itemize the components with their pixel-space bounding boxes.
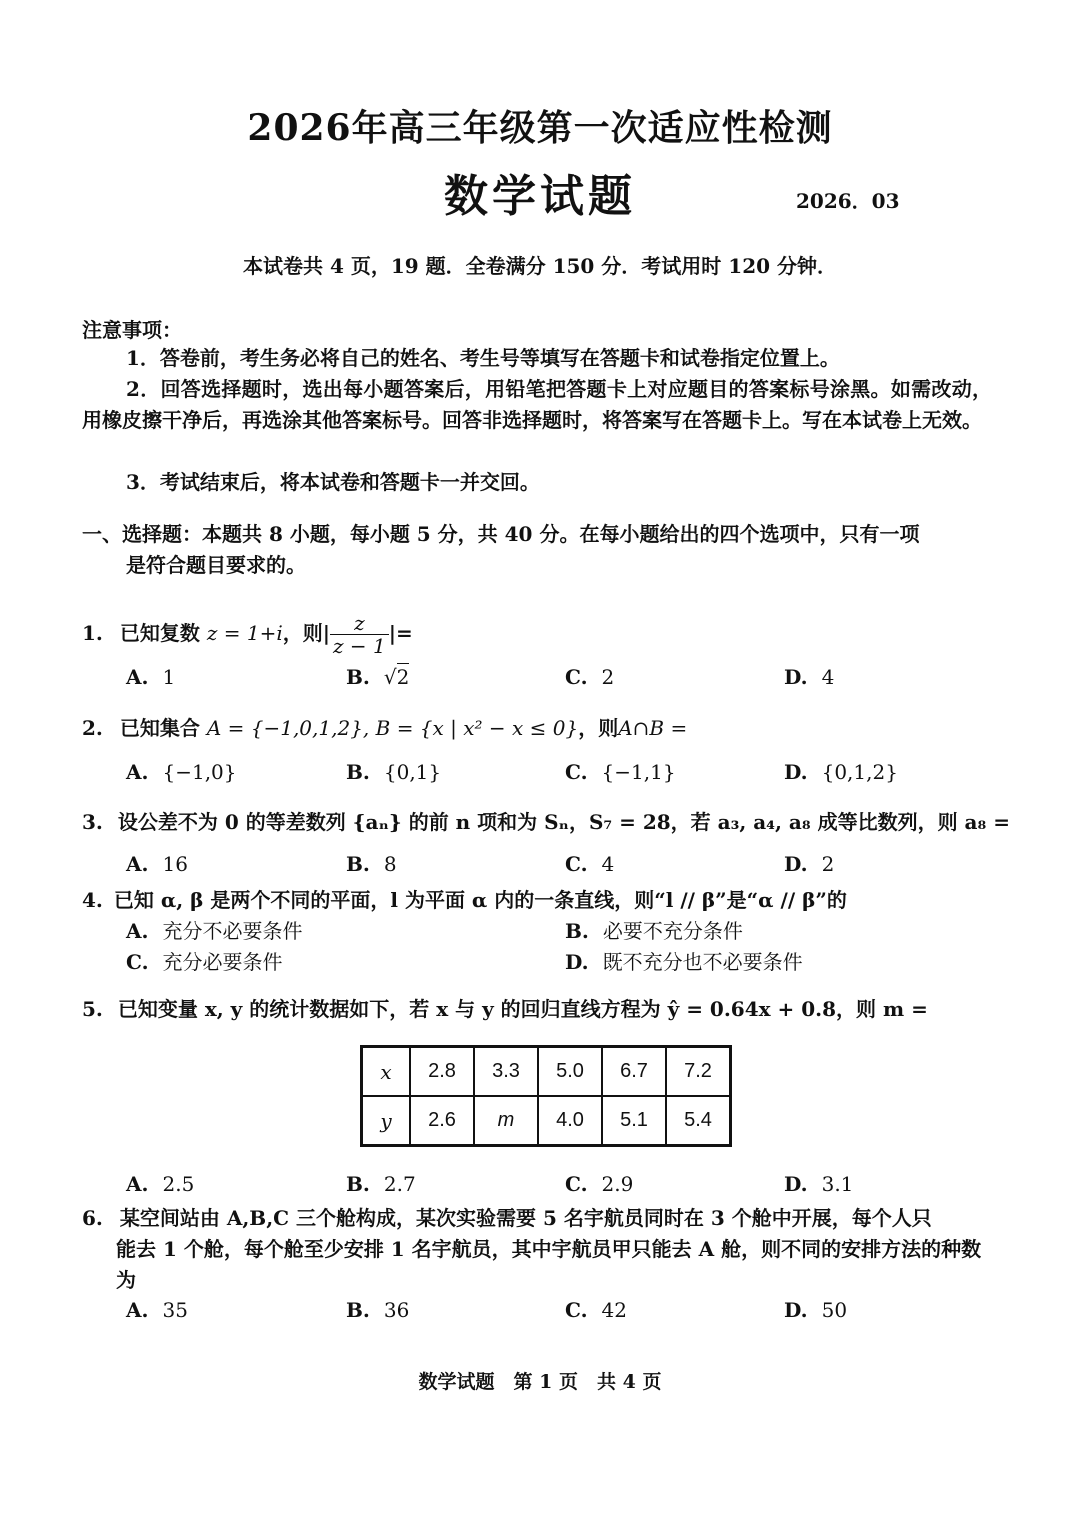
option-d[interactable]: D. {0,1,2}	[784, 760, 898, 784]
section-heading-cont: 是符合题目要求的。	[126, 553, 306, 577]
question-6	[82, 1203, 992, 1296]
table-cell: 2.6	[410, 1096, 474, 1146]
question-text: |=	[388, 621, 413, 645]
section-heading	[82, 519, 992, 581]
note-item: 1．答卷前，考生务必将自己的姓名、考生号等填写在答题卡和试卷指定位置上。	[126, 346, 840, 370]
table-cell: 5.1	[602, 1096, 666, 1146]
question-1	[82, 612, 413, 657]
question-text: 设公差不为 0 的等差数列 {aₙ} 的前 n 项和为 Sₙ，S₇ = 28，若 a₃, a₄, a₈ 成等比数列，则 a₈ =	[117, 810, 1010, 834]
option-d[interactable]: D. 既不充分也不必要条件	[565, 950, 803, 974]
option-c[interactable]: C. 4	[565, 852, 615, 876]
math-expr: z = 1+i	[206, 621, 283, 645]
notes-heading: 注意事项：	[82, 318, 182, 342]
table-cell: 2.8	[410, 1047, 474, 1097]
option-d[interactable]: D. 50	[784, 1298, 848, 1322]
question-2	[82, 712, 687, 741]
option-c[interactable]: C. 充分必要条件	[126, 950, 283, 974]
table-row	[362, 1047, 731, 1097]
math-expr: A∩B =	[618, 716, 688, 740]
question-number: 6.	[82, 1206, 103, 1230]
option-c[interactable]: C. 42	[565, 1298, 627, 1322]
option-b[interactable]: B. 36	[346, 1298, 410, 1322]
question-number: 4.	[82, 888, 103, 912]
question-text: 能去 1 个舱，每个舱至少安排 1 名宇航员，其中宇航员甲只能去 A 舱，则不同的安排方法的种数为	[116, 1237, 982, 1292]
note-item: 2．回答选择题时，选出每小题答案后，用铅笔把答题卡上对应题目的答案标号涂黑。如需改动，用橡皮擦干净后，再选涂其他答案标号。回答非选择题时，将答案写在答题卡上。写在本试卷上无效。	[82, 377, 992, 432]
note-item: 3．考试结束后，将本试卷和答题卡一并交回。	[126, 470, 540, 494]
option-b[interactable]: B. √2	[346, 665, 410, 689]
option-c[interactable]: C. 2	[565, 665, 615, 689]
exam-date: 2026．03	[796, 189, 900, 213]
option-d[interactable]: D. 4	[784, 665, 835, 689]
table-cell: y	[362, 1096, 411, 1146]
option-b[interactable]: B. 2.7	[346, 1172, 416, 1196]
question-4	[82, 884, 847, 913]
option-a[interactable]: A. 充分不必要条件	[126, 919, 303, 943]
frac-numerator: z	[330, 612, 389, 635]
table-cell: x	[362, 1047, 411, 1097]
option-b[interactable]: B. {0,1}	[346, 760, 442, 784]
option-b[interactable]: B. 8	[346, 852, 397, 876]
table-row	[362, 1096, 731, 1146]
option-a[interactable]: A. 1	[126, 665, 176, 689]
option-a[interactable]: A. 2.5	[126, 1172, 195, 1196]
sqrt-icon: √	[383, 665, 397, 689]
table-cell: 7.2	[666, 1047, 731, 1097]
question-text: 已知集合	[119, 716, 200, 740]
frac-denominator: z − 1	[333, 634, 386, 658]
option-d[interactable]: D. 2	[784, 852, 835, 876]
table-cell: m	[474, 1096, 538, 1146]
question-3	[82, 806, 1010, 835]
question-text: 已知变量 x, y 的统计数据如下，若 x 与 y 的回归直线方程为 ŷ = 0.64x + 0.8，则 m =	[117, 997, 928, 1021]
math-expr: A = {−1,0,1,2}, B = {x | x² − x ≤ 0}	[206, 716, 579, 740]
subject-title: 数学试题	[444, 171, 636, 222]
table-cell: 6.7	[602, 1047, 666, 1097]
exam-title: 2026年高三年级第一次适应性检测	[247, 107, 833, 149]
option-a[interactable]: A. {−1,0}	[126, 760, 237, 784]
question-text: 已知 α, β 是两个不同的平面，l 为平面 α 内的一条直线，则“l // β”是“α // β”的	[113, 888, 847, 912]
question-text: 某空间站由 A,B,C 三个舱构成，某次实验需要 5 名宇航员同时在 3 个舱中开展，每个人只	[119, 1206, 932, 1230]
fraction	[330, 612, 389, 657]
option-c[interactable]: C. {−1,1}	[565, 760, 676, 784]
question-number: 3.	[82, 810, 103, 834]
option-a[interactable]: A. 35	[126, 1298, 188, 1322]
data-table	[360, 1045, 732, 1147]
option-a[interactable]: A. 16	[126, 852, 188, 876]
question-number: 5.	[82, 997, 103, 1021]
question-text: ，则	[578, 716, 619, 740]
option-d[interactable]: D. 3.1	[784, 1172, 854, 1196]
table-cell: 3.3	[474, 1047, 538, 1097]
table-cell: 5.4	[666, 1096, 731, 1146]
question-text: 已知复数	[119, 621, 200, 645]
table-cell: 4.0	[538, 1096, 602, 1146]
page-footer: 数学试题 第 1 页 共 4 页	[418, 1371, 662, 1393]
question-number: 2.	[82, 716, 103, 740]
option-c[interactable]: C. 2.9	[565, 1172, 634, 1196]
section-heading-line: 一、选择题：本题共 8 小题，每小题 5 分，共 40 分。在每小题给出的四个选项中，只有一项	[82, 522, 920, 546]
table-cell: 5.0	[538, 1047, 602, 1097]
question-text: ，则|	[282, 621, 330, 645]
exam-info: 本试卷共 4 页，19 题．全卷满分 150 分．考试用时 120 分钟．	[243, 254, 837, 278]
question-number: 1.	[82, 621, 103, 645]
option-b[interactable]: B. 必要不充分条件	[565, 919, 743, 943]
question-5	[82, 993, 928, 1022]
